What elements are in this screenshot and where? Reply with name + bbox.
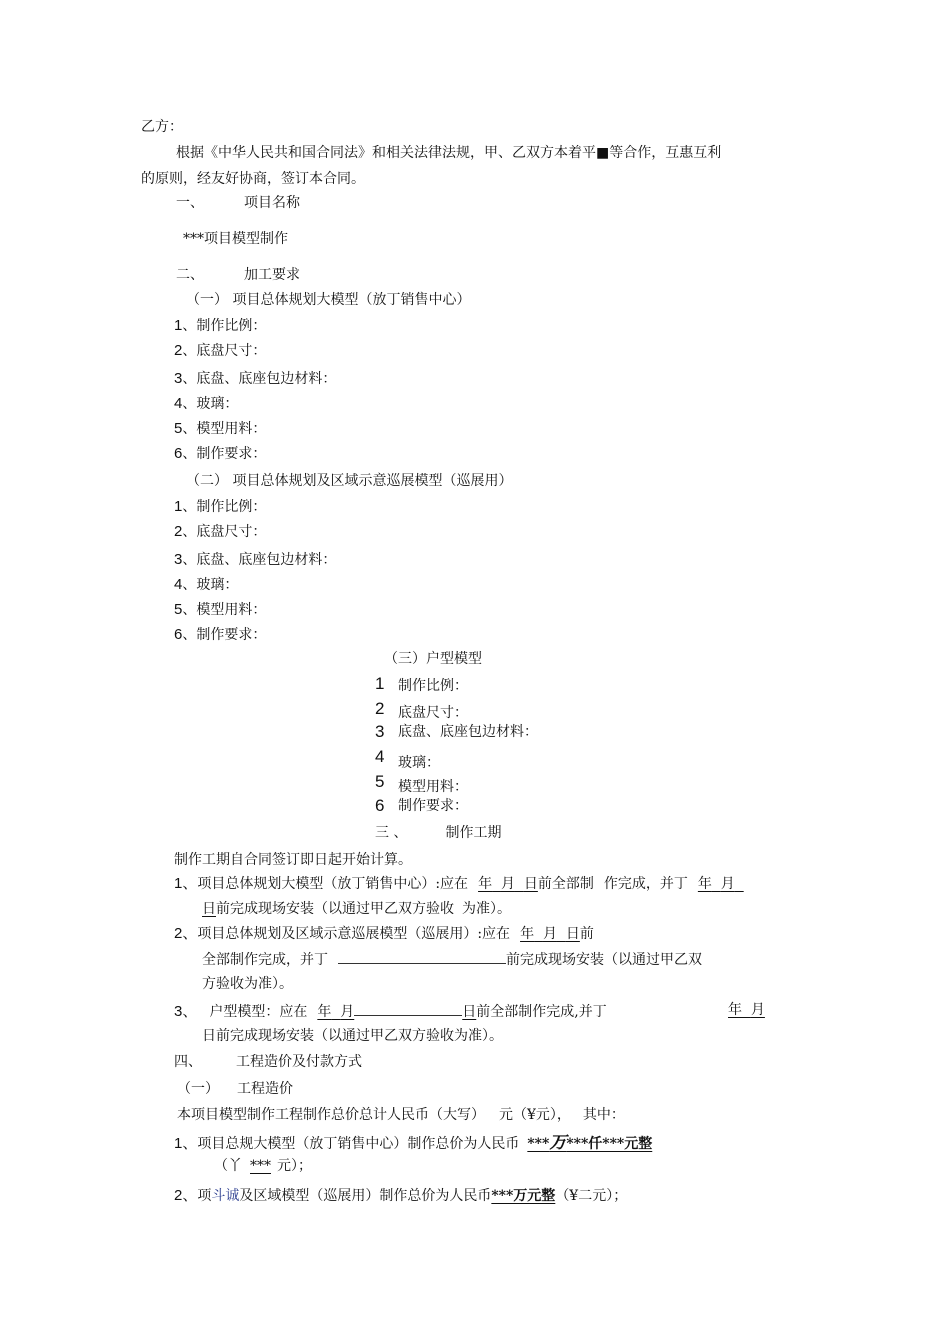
section-1-title: 项目名称 [244,195,300,211]
list-item: 底盘、底座包边材料： [398,724,538,740]
date-month: 月 [542,926,557,942]
list-item: 2、底盘尺寸： [174,342,267,359]
section-1-number: 一、 [176,195,204,211]
list-item: 制作比例： [398,678,468,694]
schedule-item-3-line-2: 日前完成现场安装（以通过甲乙双方验收为准）。 [202,1028,503,1044]
date-month: 月 [500,876,515,892]
schedule-item-3-date [728,1003,765,1017]
section-2-heading [176,268,300,282]
party-b-label: 乙方： [141,119,183,135]
blank-date [338,951,506,964]
schedule-item-1-line-1: 1、项目总体规划大模型（放丁销售中心）:应在 年 月 日前全部制 作完成，并丁 年 月 [174,875,735,892]
date-year: 年 [697,876,712,892]
price-item-2: 2、项斗诚及区域模型（巡展用）制作总价为人民币***万元整（¥二元）； [174,1187,628,1204]
schedule-item-1-line-2: 日前完成现场安装（以通过甲乙双方验收 为准）。 [202,901,511,917]
date-month: 月 [340,1004,355,1020]
list-item: 4、玻璃： [174,395,239,412]
total-price-line: 本项目模型制作工程制作总价总计人民币（大写） 元（¥元）， 其中： [177,1107,625,1123]
date-year: 年 [520,926,535,942]
price-yen-amount: *** [250,1158,271,1174]
subsection-1-title: （一） 项目总体规划大模型（放丁销售中心） [186,292,471,308]
schedule-intro: 制作工期自合同签订即日起开始计算。 [174,852,412,868]
list-item: 1、制作比例： [174,317,267,334]
subsection-4-1-heading: （一） 工程造价 [177,1081,293,1097]
price-amount: ***万元整 [491,1188,556,1204]
list-item: 2、底盘尺寸： [174,523,267,540]
list-number: 3 [375,722,385,741]
list-item: 5、模型用料： [174,420,267,437]
list-number: 5 [375,772,385,791]
list-item: 底盘尺寸： [398,705,468,721]
date-day: 日 [462,1004,477,1020]
list-item: 1、制作比例： [174,498,267,515]
list-number: 4 [375,747,385,766]
date-year: 年 [478,876,493,892]
price-amount: ***万***仟***元整 [527,1133,653,1153]
date-year: 年 [728,1002,742,1018]
date-day: 日 [523,876,538,892]
schedule-item-2-line-2: 全部制作完成，并丁 前完成现场安装（以通过甲乙双 [202,952,702,968]
list-item: 6、制作要求： [174,445,267,462]
section-3-heading [375,826,501,840]
list-number: 6 [375,796,385,815]
project-name: ***项目模型制作 [183,231,288,247]
list-item: 5、模型用料： [174,601,267,618]
date-month: 月 [750,1002,765,1018]
list-number: 2 [375,699,385,718]
list-item: 制作要求： [398,798,468,814]
list-item: 3、底盘、底座包边材料： [174,551,337,568]
list-item: 6、制作要求： [174,626,267,643]
section-3-title: 制作工期 [445,825,502,841]
list-item: 3、底盘、底座包边材料： [174,370,337,387]
list-item: 4、玻璃： [174,576,239,593]
schedule-item-3-line-1: 3、 户型模型：应在 年 月 日前全部制作完成,并丁 [174,1003,607,1020]
date-year: 年 [317,1004,332,1020]
intro-line-1: 根据《中华人民共和国合同法》和相关法律法规，甲、乙双方本着平■等合作，互惠互利 [176,145,722,161]
price-item-1-line-1: 1、项目总规大模型（放丁销售中心）制作总价为人民币 ***万***仟***元整 [174,1133,653,1153]
section-4-number: 四、 [174,1054,202,1070]
list-item: 模型用料： [398,779,468,795]
intro-line-2: 的原则，经友好协商，签订本合同。 [141,171,365,187]
section-1-heading [176,196,300,210]
list-item: 玻璃： [398,755,440,771]
section-2-title: 加工要求 [244,267,300,283]
date-month: 月 [720,876,735,892]
date-day: 日 [202,901,216,917]
subsection-2-title: （二） 项目总体规划及区域示意巡展模型（巡展用） [186,473,513,489]
date-day: 日 [565,926,580,942]
section-2-number: 二、 [176,267,204,283]
section-3-number: 三 、 [375,825,408,841]
list-number: 1 [375,674,385,693]
schedule-item-2-line-3: 方验收为准）。 [202,976,293,992]
price-item-1-line-2: （丫 *** 元）； [214,1158,312,1174]
section-4-title: 工程造价及付款方式 [236,1054,362,1070]
subsection-3-title: （三）户型模型 [384,651,482,667]
section-4-heading [174,1055,362,1069]
schedule-item-2-line-1: 2、项目总体规划及区域示意巡展模型（巡展用）:应在 年 月 日前 [174,925,594,942]
